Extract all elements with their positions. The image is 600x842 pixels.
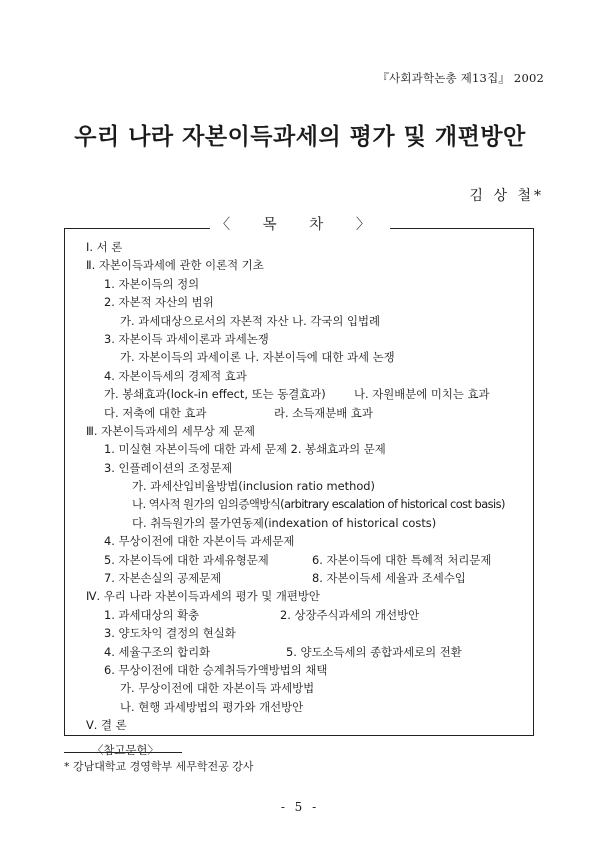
toc-section-2: Ⅱ. 자본이득과세에 관한 이론적 기초 <box>86 258 264 273</box>
table-of-contents <box>86 238 526 759</box>
toc-item: 2. 상장주식과세의 개선방안 <box>280 607 420 622</box>
author-footnote: * 강남대학교 경영학부 세무학전공 강사 <box>64 760 254 773</box>
toc-section-5: Ⅴ. 결 론 <box>86 718 127 733</box>
toc-section-1: Ⅰ. 서 론 <box>86 240 123 254</box>
toc-subitem: 가. 봉쇄효과(lock-in effect, 또는 동결효과) <box>104 387 326 402</box>
toc-section-4: Ⅳ. 우리 나라 자본이득과세의 평가 및 개편방안 <box>86 589 320 604</box>
toc-subitem-row <box>86 404 526 422</box>
toc-item-row <box>86 569 526 587</box>
toc-subitem: 가. 무상이전에 대한 자본이득 과세방법 <box>120 681 315 696</box>
toc-subitem: 다. 저축에 대한 효과 <box>104 405 207 420</box>
toc-section-3: Ⅲ. 자본이득과세의 세무상 제 문제 <box>86 423 256 438</box>
toc-heading-text: 〈 목 차 〉 <box>210 217 391 233</box>
toc-item: 3. 자본이득 과세이론과 과세논쟁 <box>104 331 269 346</box>
toc-item: 2. 자본적 자산의 범위 <box>104 295 214 310</box>
footnote-divider <box>64 752 182 753</box>
toc-subitem: 가. 과세대상으로서의 자본적 자산 나. 각국의 입법례 <box>120 313 381 328</box>
toc-item: 4. 세율구조의 합리화 <box>104 644 211 659</box>
toc-subitem: 나. 역사적 원가의 임의증액방식(arbitrary escalation of historical cost basis) <box>132 497 505 512</box>
author-name: 김 상 철* <box>469 188 544 204</box>
toc-item: 3. 인플레이션의 조정문제 <box>104 460 233 475</box>
toc-heading <box>0 213 600 234</box>
toc-item: 7. 자본손실의 공제문제 <box>104 571 222 586</box>
toc-item-row <box>86 551 526 569</box>
toc-item: 6. 무상이전에 대한 승계취득가액방법의 채택 <box>104 662 328 677</box>
toc-subitem: 가. 자본이득의 과세이론 나. 자본이득에 대한 과세 논쟁 <box>120 350 395 365</box>
toc-subitem: 나. 현행 과세방법의 평가와 개선방안 <box>120 699 304 714</box>
toc-item-row <box>86 606 526 624</box>
toc-item-row <box>86 643 526 661</box>
toc-item: 1. 과세대상의 확충 <box>104 607 200 622</box>
toc-item: 6. 자본이득에 대한 특혜적 처리문제 <box>312 552 492 567</box>
journal-citation: 『사회과학논총 제13집』 2002 <box>377 71 544 85</box>
page-number: - 5 - <box>280 800 320 814</box>
toc-item: 4. 자본이득세의 경제적 효과 <box>104 368 247 383</box>
toc-item: 5. 자본이득에 대한 과세유형문제 <box>104 552 269 567</box>
toc-item: 3. 양도차익 결정의 현실화 <box>104 626 236 641</box>
toc-item: 1. 자본이득의 정의 <box>104 276 200 291</box>
toc-item: 1. 미실현 자본이득에 대한 과세 문제 2. 봉쇄효과의 문제 <box>104 442 386 457</box>
toc-item: 8. 자본이득세 세율과 조세수입 <box>312 571 466 586</box>
toc-references: 〈참고문헌〉 <box>92 742 159 757</box>
toc-subitem: 다. 취득원가의 물가연동제(indexation of historical costs) <box>132 515 437 530</box>
toc-subitem-row <box>86 385 526 403</box>
toc-subitem: 라. 소득재분배 효과 <box>274 405 373 420</box>
toc-subitem: 가. 과세산입비율방법(inclusion ratio method) <box>132 479 375 494</box>
toc-item: 4. 무상이전에 대한 자본이득 과세문제 <box>104 534 295 549</box>
toc-subitem: 나. 자원배분에 미치는 효과 <box>354 387 490 402</box>
paper-title: 우리 나라 자본이득과세의 평가 및 개편방안 <box>74 123 526 150</box>
toc-item: 5. 양도소득세의 종합과세로의 전환 <box>286 644 462 659</box>
